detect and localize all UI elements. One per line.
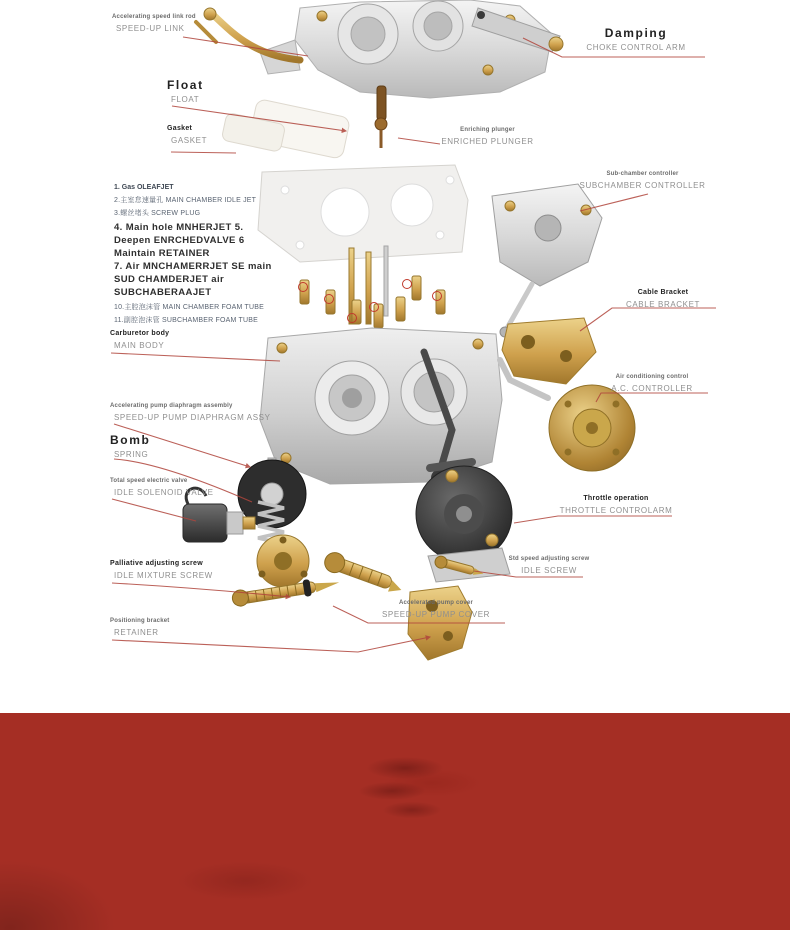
label-small-text: Air conditioning control: [615, 374, 689, 380]
label-float: [167, 79, 204, 105]
parts-list-item: 2.主室怠速量孔 MAIN CHAMBER IDLE JET: [114, 197, 257, 204]
label-caps-text: THROTTLE CONTROLARM: [559, 506, 673, 515]
label-title-text: Palliative adjusting screw: [110, 560, 203, 567]
parts-list: [114, 182, 289, 328]
label-pump-cover: [362, 599, 510, 620]
label-caps-text: ENRICHED PLUNGER: [441, 137, 534, 146]
label-subchamber-controller: [560, 170, 725, 191]
label-idle-mixture-screw: [110, 559, 213, 581]
parts-list-item: 10.主腔泡沫管 MAIN CHAMBER FOAM TUBE: [114, 304, 264, 311]
parts-list-item: 1. Gas OLEAFJET: [114, 184, 174, 191]
label-caps-text: CABLE BRACKET: [625, 300, 701, 309]
label-throttle: [552, 494, 680, 516]
label-main-body: [110, 329, 169, 351]
parts-list-item: Maintain RETAINER: [114, 248, 210, 259]
cable-bracket-part: [502, 318, 596, 384]
label-pump-diaphragm: [110, 402, 271, 423]
top-cover-part: [260, 0, 552, 98]
parts-list-item: 7. Air MNCHAMERRJET SE main: [114, 261, 272, 272]
label-small-text: Accelerated pump cover: [398, 600, 474, 606]
label-caps-text: IDLE SCREW: [521, 566, 577, 575]
label-title-text: Gasket: [167, 125, 193, 132]
parts-list-item: SUBCHABERAAJET: [114, 287, 212, 298]
label-caps-text: SPEED-UP PUMP COVER: [381, 610, 491, 619]
label-small-text: Sub-chamber controller: [606, 171, 679, 177]
pump-screw-part: [322, 550, 406, 597]
leader-throttle: [514, 516, 672, 523]
label-caps-text: FLOAT: [171, 95, 200, 104]
label-caps-text: SPEED-UP PUMP DIAPHRAGM ASSY: [114, 413, 271, 422]
label-gasket: [167, 124, 207, 146]
label-ac-controller: [592, 373, 712, 394]
subchamber-controller-part: [492, 184, 602, 337]
label-title-text: Cable Bracket: [637, 289, 689, 296]
label-caps-text: MAIN BODY: [114, 341, 165, 350]
label-small-text: Accelerating pump diaphragm assembly: [110, 403, 233, 409]
label-title-text: Damping: [604, 26, 668, 40]
label-enriched-plunger: [420, 126, 555, 147]
leader-main-body: [111, 353, 280, 361]
label-caps-text: IDLE SOLENOID VALVE: [114, 488, 214, 497]
label-damping: [556, 27, 716, 53]
label-speed-up-link: [112, 13, 196, 34]
label-idle-screw: [506, 555, 592, 576]
label-bomb: [110, 434, 150, 460]
leader-cable-bracket: [580, 308, 716, 331]
label-title-text: Throttle operation: [583, 495, 649, 502]
label-caps-text: SUBCHAMBER CONTROLLER: [579, 181, 706, 190]
label-caps-text: A.C. CONTROLLER: [611, 384, 693, 393]
label-title-text: Float: [167, 78, 204, 92]
leader-retainer: [112, 637, 430, 652]
label-small-text: Std speed adjusting screw: [508, 556, 590, 562]
pump-cover-part: [257, 535, 309, 587]
parts-list-item: 11.副腔泡沫管 SUBCHAMBER FOAM TUBE: [114, 317, 259, 324]
gasket-sheet-part: [258, 165, 468, 262]
label-retainer: [110, 617, 169, 638]
label-small-text: Positioning bracket: [110, 618, 170, 624]
label-cable-bracket: [602, 288, 724, 310]
label-small-text: Total speed electric valve: [110, 478, 188, 484]
label-small-text: Accelerating speed link rod: [112, 14, 196, 20]
jets-part: [300, 276, 445, 328]
label-caps-text: RETAINER: [114, 628, 159, 637]
red-banner: [0, 713, 790, 930]
label-small-text: Enriching plunger: [460, 127, 515, 133]
leader-gasket: [171, 152, 236, 153]
enriched-plunger-part: [375, 86, 387, 148]
label-title-text: Carburetor body: [110, 330, 170, 337]
label-title-text: Bomb: [110, 433, 151, 447]
label-caps-text: SPEED-UP LINK: [116, 24, 185, 33]
label-caps-text: SPRING: [114, 450, 149, 459]
parts-list-item: 4. Main hole MNHERJET 5.: [114, 222, 244, 233]
label-caps-text: GASKET: [171, 136, 208, 145]
label-caps-text: IDLE MIXTURE SCREW: [114, 571, 213, 580]
label-idle-solenoid: [110, 477, 214, 498]
parts-list-item: Deepen ENRCHEDVALVE 6: [114, 235, 245, 246]
parts-list-item: 3.螺丝堵头 SCREW PLUG: [114, 210, 201, 217]
label-caps-text: CHOKE CONTROL ARM: [586, 43, 686, 52]
parts-list-item: SUD CHAMDERJET air: [114, 274, 225, 285]
